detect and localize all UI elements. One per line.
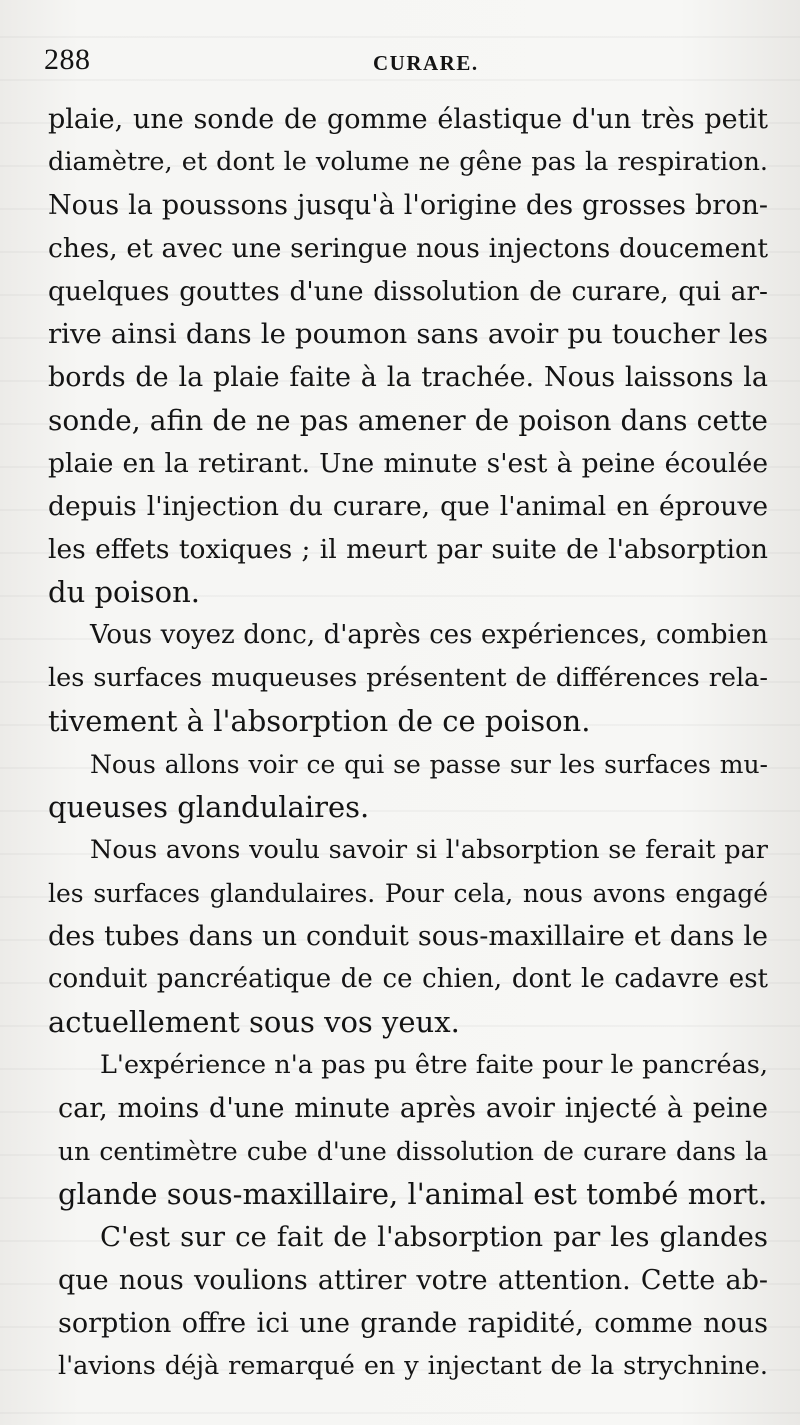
text-line: sorption offre ici une grande rapidité, comme nous (58, 1308, 768, 1339)
page-header (44, 43, 784, 83)
text-line: l'avions déjà remarqué en y injectant de la strychnine. (58, 1351, 768, 1381)
text-line: plaie, une sonde de gomme élastique d'un très petit (48, 104, 768, 135)
text-line: Nous allons voir ce qui se passe sur les surfaces mu- (90, 750, 768, 779)
text-line: sonde, afin de ne pas amener de poison dans cette (48, 404, 768, 437)
text-line: un centimètre cube d'une dissolution de curare dans la (58, 1137, 768, 1166)
text-line: les surfaces glandulaires. Pour cela, nous avons engagé (48, 879, 768, 908)
text-line: tivement à l'absorption de ce poison. (48, 704, 591, 738)
text-line: rive ainsi dans le poumon sans avoir pu toucher les (48, 318, 768, 350)
text-line: Vous voyez donc, d'après ces expériences, combien (90, 620, 768, 650)
text-line: que nous voulions attirer votre attention. Cette ab- (58, 1265, 768, 1296)
text-line: Nous la poussons jusqu'à l'origine des grosses bron- (48, 190, 768, 221)
text-line: les surfaces muqueuses présentent de différences rela- (48, 663, 768, 693)
text-line: depuis l'injection du curare, que l'animal en éprouve (48, 491, 768, 522)
running-title: CURARE. (373, 51, 479, 75)
text-line: plaie en la retirant. Une minute s'est à peine écoulée (48, 448, 768, 479)
text-line: C'est sur ce fait de l'absorption par les glandes (100, 1221, 768, 1253)
text-line: conduit pancréatique de ce chien, dont le cadavre est (48, 964, 768, 994)
text-line: ches, et avec une seringue nous injectons doucement (48, 233, 768, 264)
text-line: diamètre, et dont le volume ne gêne pas la respiration. (48, 147, 768, 177)
page-number: 288 (44, 43, 91, 76)
body-text (48, 98, 768, 1388)
text-line: queuses glandulaires. (48, 790, 370, 824)
text-line: glande sous-maxillaire, l'animal est tombé mort. (58, 1177, 768, 1211)
text-line: Nous avons voulu savoir si l'absorption se ferait par (90, 835, 768, 865)
text-line: L'expérience n'a pas pu être faite pour le pancréas, (100, 1050, 768, 1080)
text-line: du poison. (48, 575, 200, 609)
text-line: des tubes dans un conduit sous-maxillaire et dans le (48, 921, 768, 952)
text-line: quelques gouttes d'une dissolution de curare, qui ar- (48, 276, 768, 307)
text-line: bords de la plaie faite à la trachée. Nous laissons la (48, 362, 768, 393)
text-line: car, moins d'une minute après avoir injecté à peine (58, 1093, 768, 1124)
text-line: les effets toxiques ; il meurt par suite de l'absorption (48, 534, 768, 565)
text-line: actuellement sous vos yeux. (48, 1005, 460, 1039)
